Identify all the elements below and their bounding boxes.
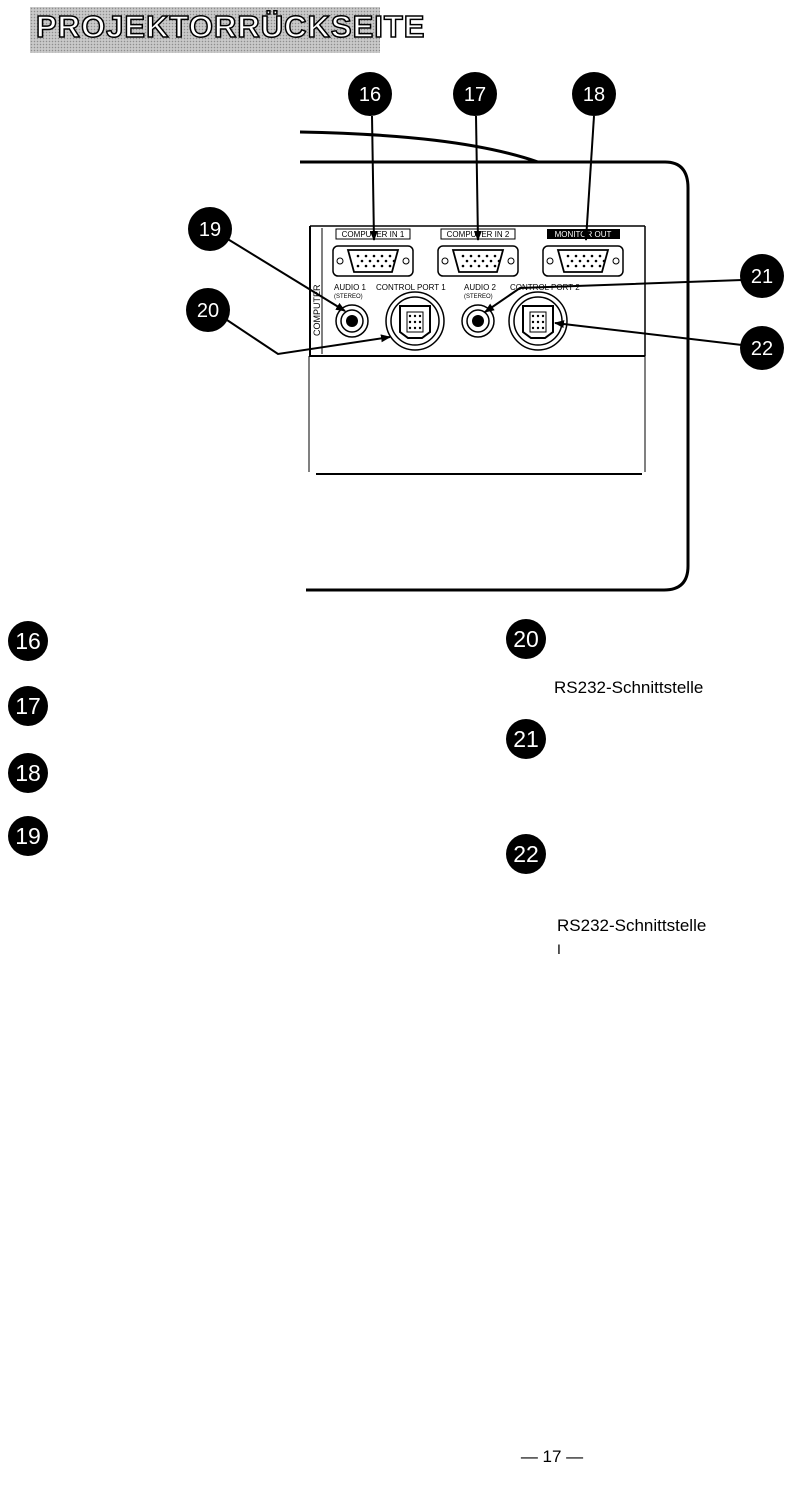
computer-side-label: COMPUTER [312, 284, 322, 336]
svg-text:20: 20 [196, 300, 220, 322]
computer-in-2-label: COMPUTER IN 2 [446, 230, 510, 239]
audio-1-label: AUDIO 1 [334, 283, 367, 292]
monitor-out-label-box [547, 229, 620, 239]
connector-panel [309, 226, 645, 474]
computer-in-2-connector [438, 246, 518, 276]
legend-text-20: RS232-Schnittstelle [554, 678, 704, 697]
svg-text:22: 22 [750, 338, 774, 360]
svg-text:19: 19 [198, 219, 222, 241]
callout-20 [186, 288, 230, 332]
audio-2-label: AUDIO 2 [464, 283, 497, 292]
legend-badge-16: 16 [8, 621, 48, 661]
monitor-out-connector [543, 246, 623, 276]
projector-rear-diagram [0, 0, 792, 600]
page-number: — 17 — [520, 1447, 584, 1466]
callout-21 [740, 254, 784, 298]
audio-2-stereo-label: (STEREO) [464, 294, 493, 300]
control-port-1-connector [386, 292, 444, 350]
legend-badge-18: 18 [8, 753, 48, 793]
legend-text-22: RS232-Schnittstelle [557, 916, 707, 935]
legend-badge-21: 21 [506, 719, 546, 759]
callout-18 [572, 72, 616, 116]
callout-22 [740, 326, 784, 370]
control-port-2-label: CONTROL PORT 2 [510, 283, 580, 292]
callout-16 [348, 72, 392, 116]
legend-badge-19: 19 [8, 816, 48, 856]
legend-badge-22: 22 [506, 834, 546, 874]
callout-17 [453, 72, 497, 116]
svg-text:21: 21 [750, 266, 774, 288]
legend-badge-20: 20 [506, 619, 546, 659]
control-port-1-label: CONTROL PORT 1 [376, 283, 446, 292]
legend-stray-mark: I [557, 941, 561, 957]
callout-19 [188, 207, 232, 251]
legend-badge-17: 17 [8, 686, 48, 726]
monitor-out-label: MONITOR OUT [554, 230, 612, 239]
projector-outline [300, 132, 688, 590]
svg-text:16: 16 [358, 84, 382, 106]
page-title: PROJEKTORRÜCKSEITE [36, 9, 426, 44]
computer-in-1-label: COMPUTER IN 1 [341, 230, 405, 239]
control-port-2-connector [509, 292, 567, 350]
svg-text:17: 17 [463, 84, 487, 106]
computer-in-1-connector [333, 246, 413, 276]
audio-1-jack [336, 305, 368, 337]
svg-text:18: 18 [582, 84, 606, 106]
audio-1-stereo-label: (STEREO) [334, 294, 363, 300]
